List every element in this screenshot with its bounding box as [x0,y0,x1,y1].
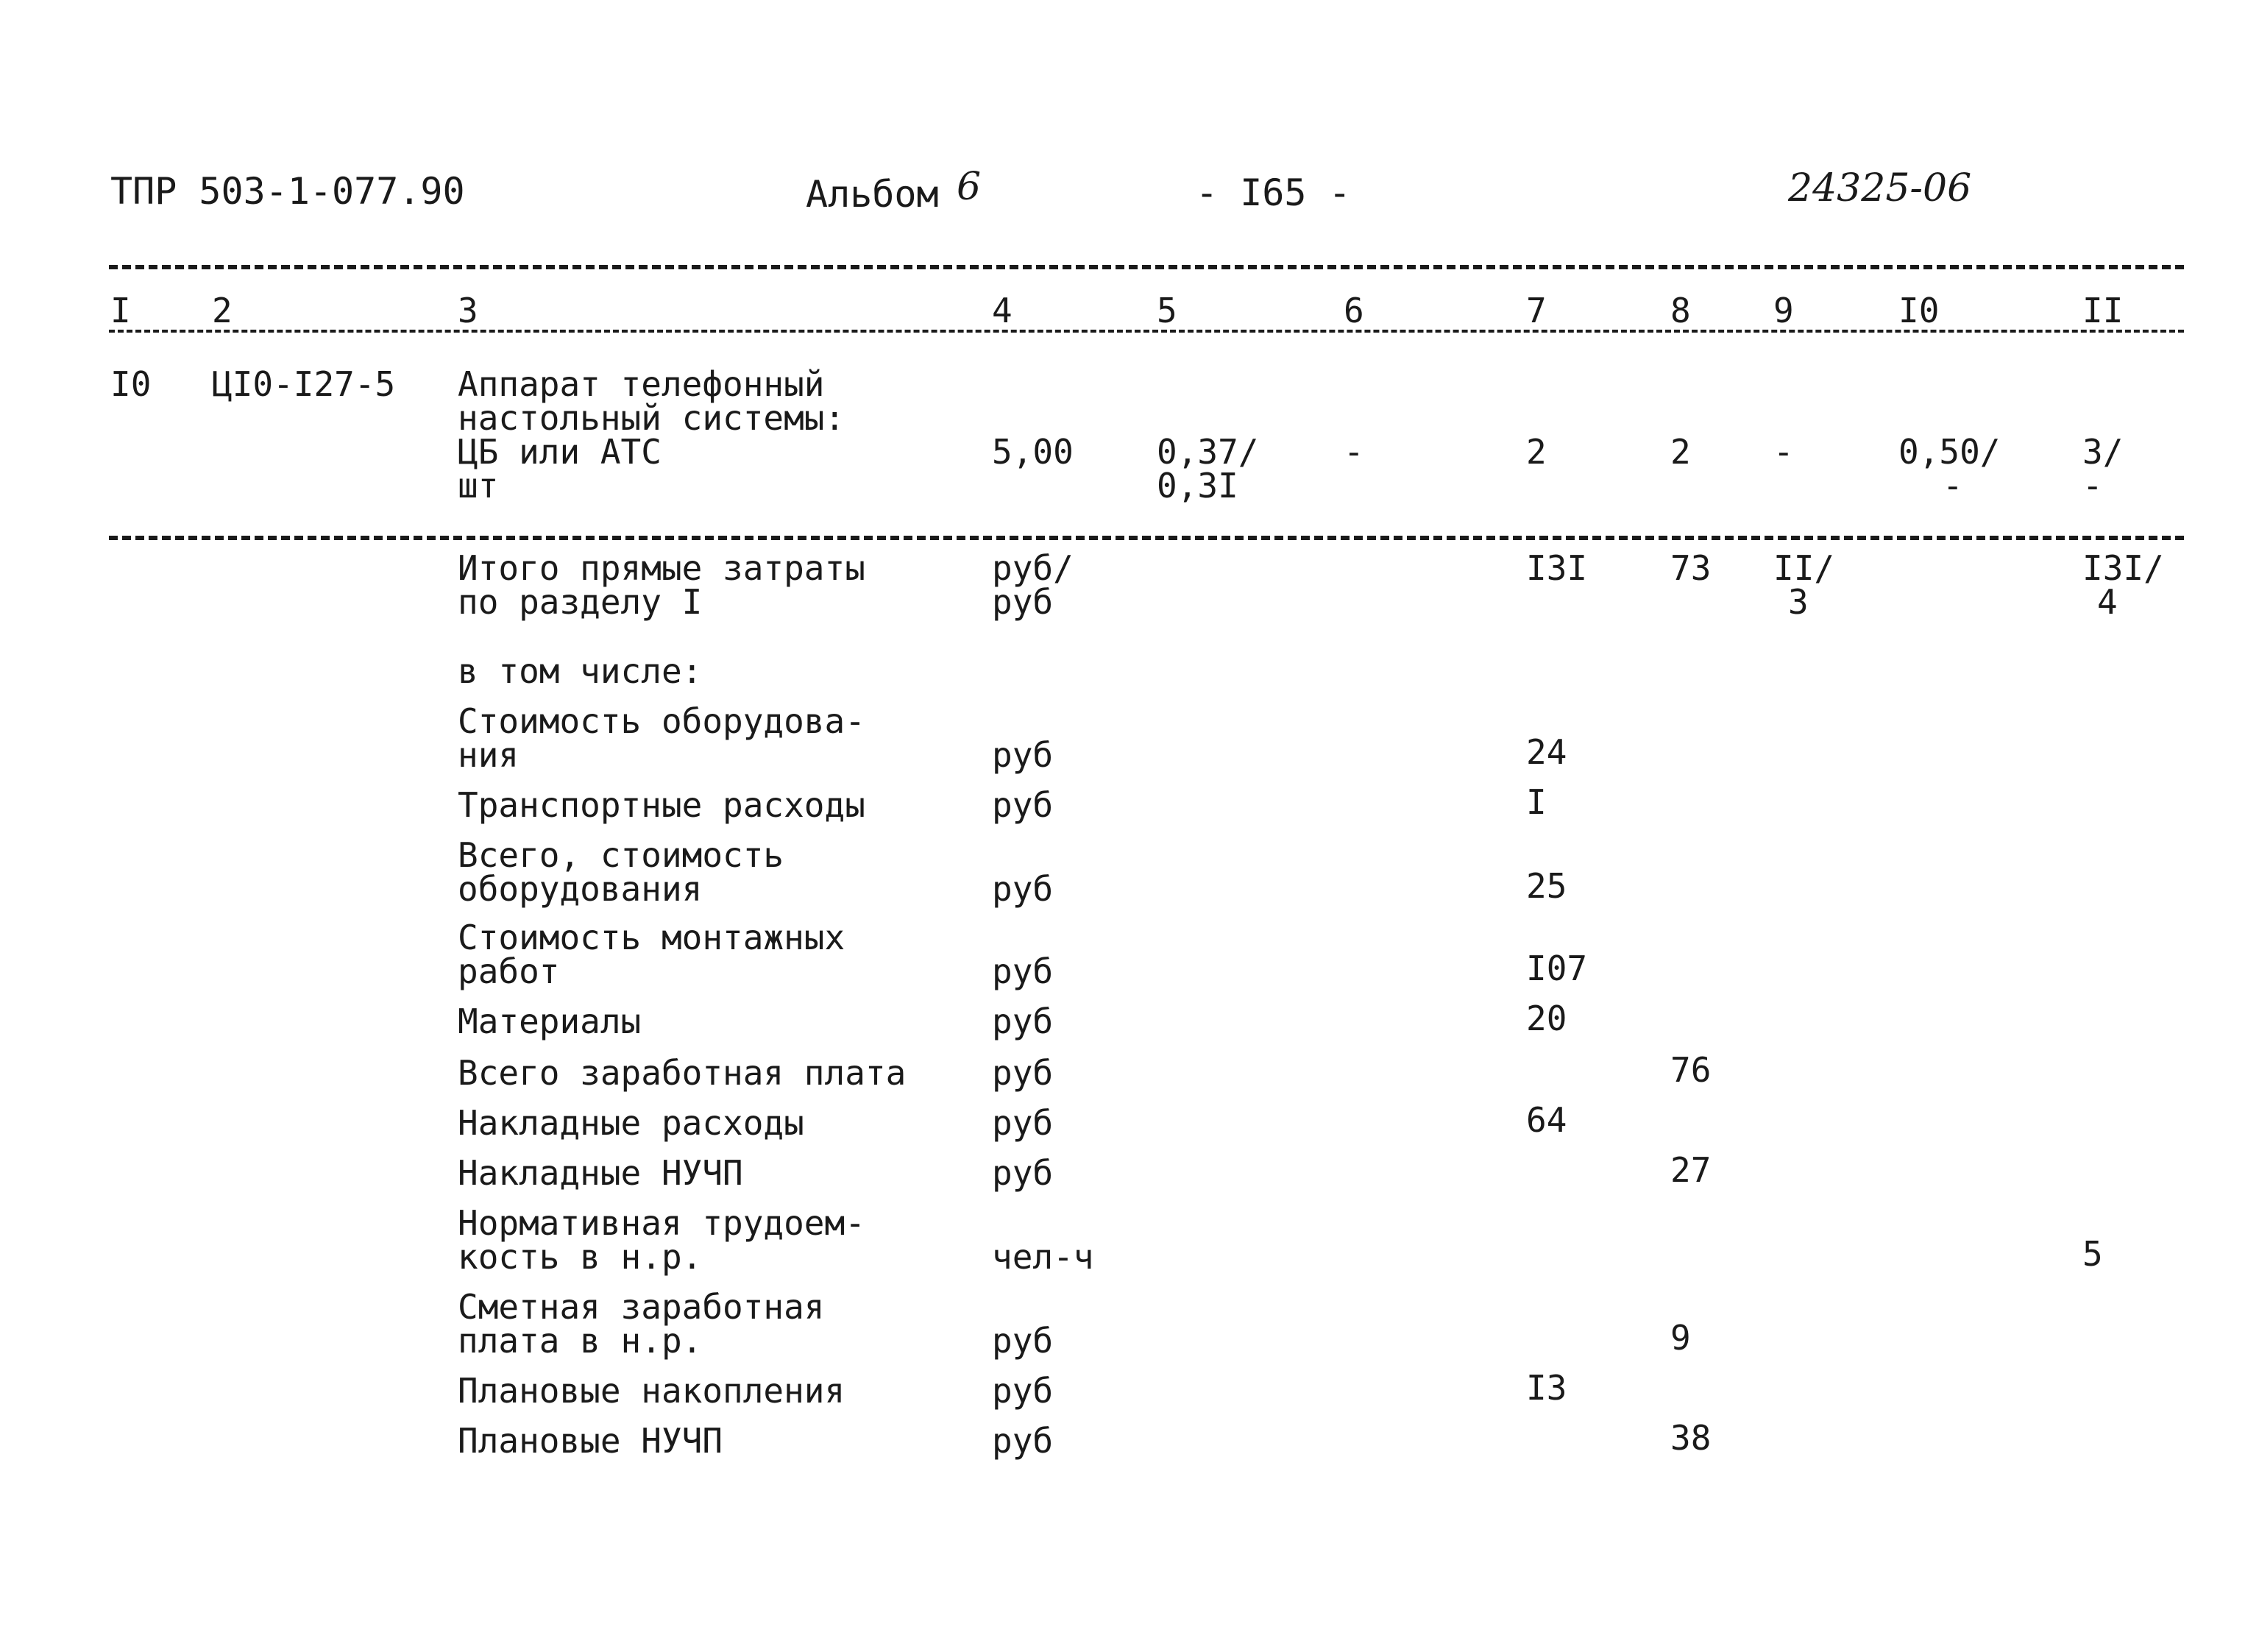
breakdown-col7: I3 [1526,1368,1567,1408]
album-label: Альбом [806,173,939,216]
item-col6: - [1344,432,1364,472]
col-number: 6 [1344,291,1364,330]
col-number: 8 [1670,291,1691,330]
item-name-line: настольный системы: [458,398,845,438]
totals-label-line: Итого прямые затраты [458,548,865,588]
item-col8: 2 [1670,432,1691,472]
totals-col7: I3I [1526,548,1588,588]
col-number: 3 [458,291,478,330]
breakdown-unit: руб [992,735,1054,775]
breakdown-col7: 24 [1526,732,1567,772]
album-number: 6 [957,165,982,209]
item-col5-bottom: 0,3I [1157,466,1238,506]
totals-col11-bottom: 4 [2097,582,2118,622]
breakdown-label: Материалы [458,1002,642,1041]
item-name-line: шт [458,466,499,506]
col-number: 5 [1157,291,1177,330]
page-number: - I65 - [1196,171,1351,214]
breakdown-col8: 9 [1670,1318,1691,1358]
breakdown-col7: I07 [1526,949,1588,988]
breakdown-unit: руб [992,869,1054,909]
col-number: II [2082,291,2124,330]
totals-col11-top: I3I/ [2082,548,2164,588]
breakdown-unit: руб [992,1371,1054,1411]
breakdown-col11: 5 [2082,1234,2103,1274]
including-label: в том числе: [458,651,703,691]
breakdown-label: Всего, стоимость [458,835,784,875]
col-number: 4 [992,291,1013,330]
item-number: I0 [110,364,152,404]
breakdown-col7: I [1526,782,1547,822]
item-col9: - [1773,432,1794,472]
item-name-line: ЦБ или АТС [458,432,662,472]
col-number: 7 [1526,291,1547,330]
breakdown-col8: 76 [1670,1050,1712,1090]
col-number: I [110,291,131,330]
item-col10-top: 0,50/ [1898,432,2001,472]
item-col7: 2 [1526,432,1547,472]
breakdown-label: Стоимость оборудова- [458,701,865,741]
breakdown-label: Нормативная трудоем- [458,1203,865,1243]
project-code: ТПР 503-1-077.90 [110,170,465,213]
breakdown-label: плата в н.р. [458,1321,703,1361]
item-col11-bottom: - [2082,466,2103,506]
breakdown-label: Накладные расходы [458,1103,804,1143]
breakdown-label: Плановые НУЧП [458,1421,723,1461]
breakdown-label: работ [458,951,560,991]
totals-label-line: по разделу I [458,582,703,622]
breakdown-label: оборудования [458,869,703,909]
breakdown-label: ния [458,735,519,775]
totals-unit-bottom: руб [992,582,1054,622]
breakdown-col7: 64 [1526,1100,1567,1140]
column-numbers-divider [109,330,2184,333]
breakdown-unit: руб [992,1103,1054,1143]
breakdown-col7: 20 [1526,999,1567,1038]
breakdown-label: Плановые накопления [458,1371,845,1411]
document-number: 24325-06 [1788,166,1972,210]
breakdown-unit: чел-ч [992,1237,1094,1277]
breakdown-label: Транспортные расходы [458,785,865,825]
item-col10-bottom: - [1943,466,1963,506]
breakdown-unit: руб [992,1053,1054,1093]
breakdown-unit: руб [992,1321,1054,1361]
breakdown-unit: руб [992,1153,1054,1193]
totals-col8: 73 [1670,548,1712,588]
item-col5-top: 0,37/ [1157,432,1259,472]
breakdown-unit: руб [992,951,1054,991]
breakdown-col8: 38 [1670,1418,1712,1458]
header-divider [109,265,2184,269]
breakdown-col8: 27 [1670,1150,1712,1190]
totals-unit-top: руб/ [992,548,1074,588]
breakdown-unit: руб [992,1421,1054,1461]
totals-col9-bottom: 3 [1788,582,1809,622]
col-number: 2 [212,291,233,330]
breakdown-col7: 25 [1526,866,1567,906]
totals-divider [109,536,2184,540]
breakdown-label: Сметная заработная [458,1287,825,1327]
col-number: 9 [1773,291,1794,330]
breakdown-unit: руб [992,785,1054,825]
breakdown-unit: руб [992,1002,1054,1041]
breakdown-label: Всего заработная плата [458,1053,907,1093]
breakdown-label: кость в н.р. [458,1237,703,1277]
breakdown-label: Накладные НУЧП [458,1153,743,1193]
breakdown-label: Стоимость монтажных [458,918,845,957]
totals-col9-top: II/ [1773,548,1835,588]
item-name-line: Аппарат телефонный [458,364,825,404]
item-col11-top: 3/ [2082,432,2124,472]
item-code: ЦI0-I27-5 [212,364,396,404]
item-col4: 5,00 [992,432,1074,472]
col-number: I0 [1898,291,1940,330]
